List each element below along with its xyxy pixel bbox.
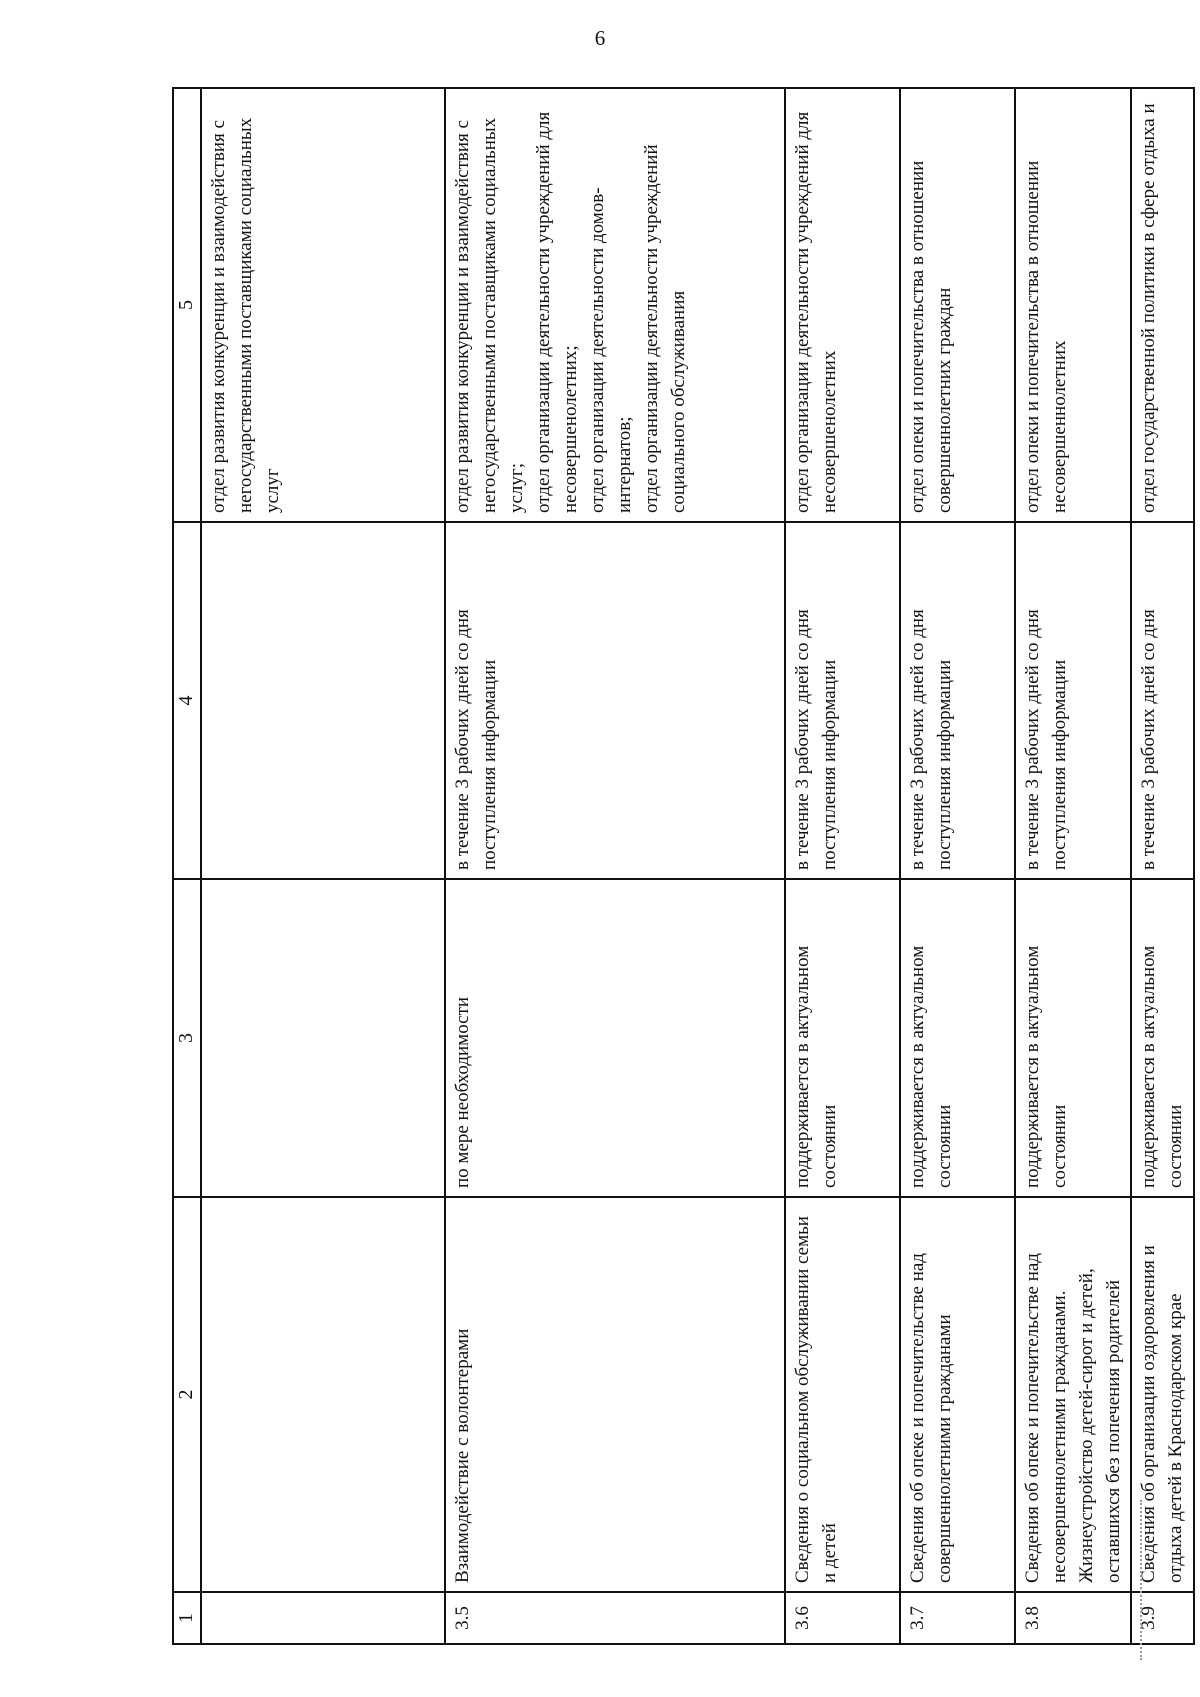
row-frequency: по мере необходимости [445,879,785,1197]
row-responsible: отдел опеки и попечительства в отношении совершеннолетних граждан [900,88,1015,522]
row-number: 3.9 [1131,1592,1194,1644]
rotated-table-container [172,89,1197,1645]
table-row-3-6 [785,88,900,1644]
row-name: Сведения об организации оздоровления и отдыха детей в Краснодарском крае [1131,1197,1194,1592]
table-header-row [173,88,201,1644]
row-deadline: в течение 3 рабочих дней со дня поступления информации [785,522,900,879]
column-header-3: 3 [173,879,201,1197]
row-frequency: поддерживается в актуальном состоянии [1015,879,1131,1197]
table-row-3-7 [900,88,1015,1644]
row-deadline: в течение 3 рабочих дней со дня поступления информации [1015,522,1131,879]
row-number: 3.8 [1015,1592,1131,1644]
scan-edge-dots [1140,1500,1156,1660]
column-header-5: 5 [173,88,201,522]
row-name: Взаимодействие с волонтерами [445,1197,785,1592]
data-table [172,87,1195,1645]
row-frequency: поддерживается в актуальном состоянии [785,879,900,1197]
row-frequency [201,879,445,1197]
table-row-3-8 [1015,88,1131,1644]
row-name: Сведения об опеке и попечительстве над несовершеннолетними гражданами. Жизнеустройство детей-сирот и детей, оставшихся без попечения родителей [1015,1197,1131,1592]
row-responsible: отдел развития конкуренции и взаимодействия с негосударственными поставщиками социальных услуг; отдел организации деятельности учреждений для несовершенолетних; отдел организации деятельности домов-интернатов; отдел организации деятельности учреждений социального обслуживания [445,88,785,522]
column-header-4: 4 [173,522,201,879]
row-name: Сведения о социальном обслуживании семьи и детей [785,1197,900,1592]
row-deadline: в течение 3 рабочих дней со дня поступления информации [900,522,1015,879]
row-number: 3.7 [900,1592,1015,1644]
row-deadline: в течение 3 рабочих дней со дня поступления информации [445,522,785,879]
row-deadline [201,522,445,879]
table-row-3-9 [1131,88,1194,1644]
table-row-continuation [201,88,445,1644]
column-header-1: 1 [173,1592,201,1644]
column-header-2: 2 [173,1197,201,1592]
row-number: 3.5 [445,1592,785,1644]
table-row-3-5 [445,88,785,1644]
row-number: 3.6 [785,1592,900,1644]
row-responsible: отдел государственной политики в сфере отдыха и [1131,88,1194,522]
row-frequency: поддерживается в актуальном состоянии [900,879,1015,1197]
row-deadline: в течение 3 рабочих дней со дня [1131,522,1194,879]
row-responsible: отдел развития конкуренции и взаимодействия с негосударственными поставщиками социальных услуг [201,88,445,522]
row-name [201,1197,445,1592]
row-responsible: отдел опеки и попечительства в отношении несовершеннолетних [1015,88,1131,522]
page-number: 6 [594,26,606,50]
table-area [172,89,1200,1630]
row-responsible: отдел организации деятельности учреждений для несовершенолетних [785,88,900,522]
row-frequency: поддерживается в актуальном состоянии [1131,879,1194,1197]
row-name: Сведения об опеке и попечительстве над совершеннолетними гражданами [900,1197,1015,1592]
row-number [201,1592,445,1644]
